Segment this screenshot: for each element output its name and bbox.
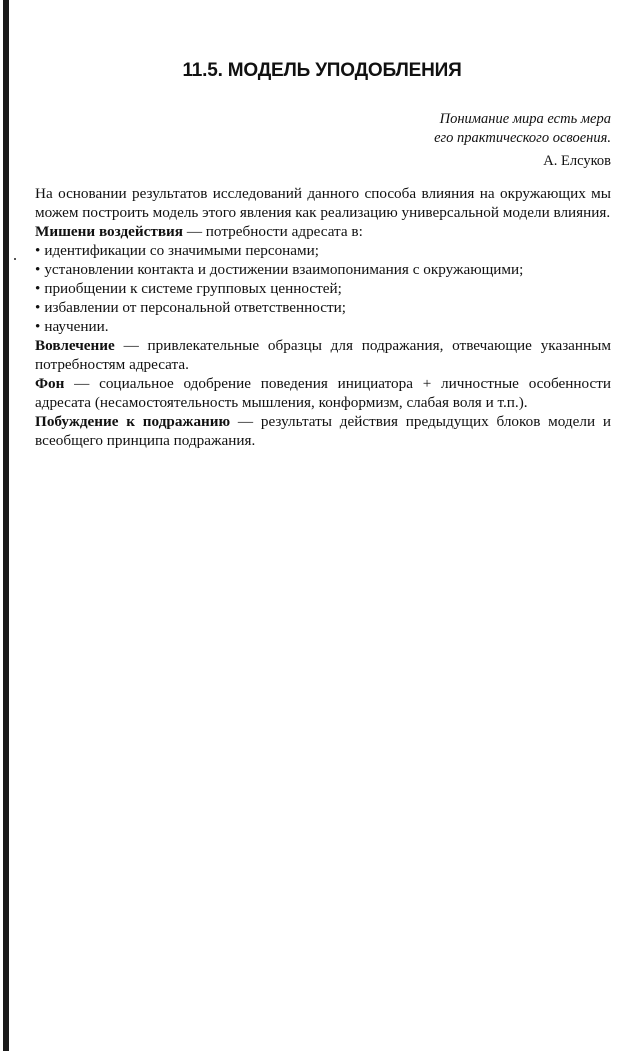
list-item: • избавлении от персональной ответственности; [35, 298, 611, 317]
scan-speck [14, 258, 16, 260]
list-item: • установлении контакта и достижении взаимопонимания с окружающими; [35, 260, 611, 279]
imitation-term: Побуждение к подражанию [35, 413, 231, 430]
intro-paragraph: На основании результатов исследований данного способа влияния на окружающих мы можем построить модель этого явления как реализацию универсальной модели влияния. [35, 185, 611, 221]
background-text: — социальное одобрение поведения инициатора + личностные особенности адресата (несамостоятельность мышления, конформизм, слабая воля и т.п.). [35, 375, 611, 411]
imitation-paragraph [35, 412, 611, 450]
imitation-text: — результаты действия предыдущих блоков модели и всеобщего принципа подражания. [35, 413, 612, 449]
background-term: Фон [35, 375, 65, 392]
background-paragraph [35, 374, 611, 412]
document-page [31, 0, 613, 1051]
involvement-paragraph [35, 336, 611, 374]
epigraph-line: Понимание мира есть мера [439, 111, 611, 127]
list-item: • научении. [35, 317, 611, 336]
epigraph-author: А. Елсуков [543, 153, 611, 169]
page-binding-edge [3, 0, 9, 1051]
targets-paragraph [35, 222, 611, 241]
targets-list [35, 241, 611, 336]
list-item: • идентификации со значимыми персонами; [35, 241, 611, 260]
section-heading: 11.5. МОДЕЛЬ УПОДОБЛЕНИЯ [182, 60, 462, 81]
epigraph [434, 110, 611, 171]
targets-term: Мишени воздействия [35, 223, 184, 240]
epigraph-line: его практического освоения. [434, 130, 611, 146]
involvement-term: Вовлечение [35, 337, 115, 354]
involvement-text: — привлекательные образцы для подражания, отвечающие указанным потребностям адресата. [35, 337, 611, 373]
list-item: • приобщении к системе групповых ценностей; [35, 279, 611, 298]
targets-text: — потребности адресата в: [183, 223, 363, 240]
body-text [35, 184, 611, 450]
